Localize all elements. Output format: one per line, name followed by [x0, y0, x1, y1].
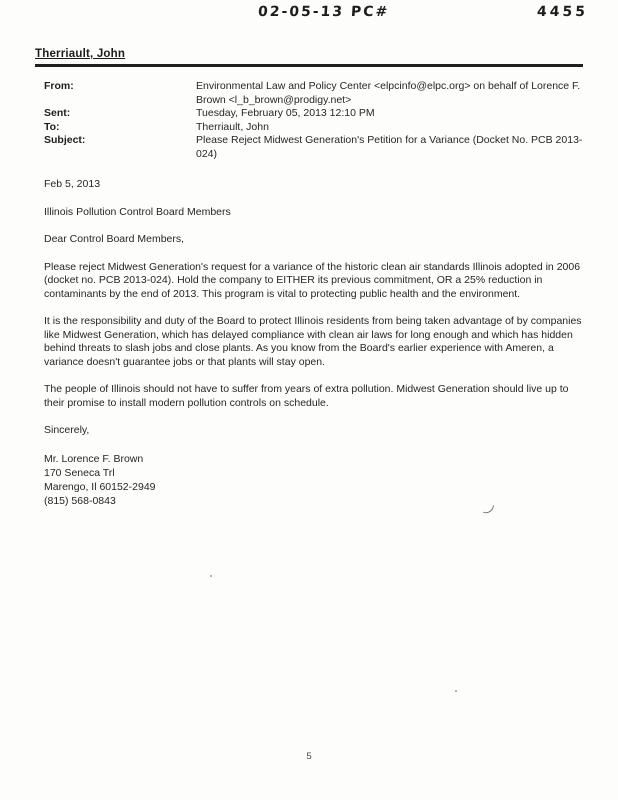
- body-paragraph-2: It is the responsibility and duty of the Board to protect Illinois residents from being taken advantage of by companies like Midwest Generation, which has delayed compliance with clean air laws for long enough and which has hidden behind threats to slash jobs and close plants. As you know from the Board's earlier experience with Ameren, a variance doesn't guarantee jobs or that plants will stay open.: [44, 315, 582, 368]
- email-body: [44, 178, 584, 508]
- pen-mark: [483, 503, 494, 515]
- document-number-stamp: 4455: [536, 4, 589, 20]
- scan-speck: [455, 690, 457, 692]
- body-date: Feb 5, 2013: [44, 178, 101, 190]
- from-label: From:: [44, 80, 74, 92]
- body-paragraph-3: The people of Illinois should not have to suffer from years of extra pollution. Midwest Generation should live up to their promise to install modern pollution controls on schedule.: [44, 383, 569, 409]
- signature-address-line1: 170 Seneca Trl: [44, 466, 115, 479]
- header-row-subject: [44, 134, 584, 161]
- signature-name: Mr. Lorence F. Brown: [44, 452, 144, 465]
- subject-label: Subject:: [44, 134, 86, 146]
- top-stamp-row: [0, 4, 618, 24]
- body-paragraph-1: Please reject Midwest Generation's request for a variance of the historic clean air standards Illinois adopted in 2006 (docket no. PCB 2013-024). Hold the company to EITHER its previous commitment, OR a 25% reduction in contaminants by the end of 2013. This program is vital to protecting public health and the environment.: [44, 260, 581, 300]
- to-value: Therriault, John: [196, 120, 269, 133]
- signature-block: [44, 452, 584, 508]
- scan-speck: [210, 575, 212, 577]
- page-number: 5: [306, 751, 312, 762]
- signature-address-line2: Marengo, Il 60152-2949: [44, 480, 156, 493]
- subject-value: Please Reject Midwest Generation's Petition for a Variance (Docket No. PCB 2013-024): [196, 134, 583, 160]
- date-pc-stamp: 02-05-13 PC#: [257, 4, 390, 20]
- body-addressee: Illinois Pollution Control Board Members: [44, 205, 231, 218]
- body-closing: Sincerely,: [44, 424, 90, 436]
- sent-label: Sent:: [44, 107, 71, 119]
- sent-value: Tuesday, February 05, 2013 12:10 PM: [196, 107, 375, 119]
- email-header-block: [44, 80, 584, 161]
- to-label: To:: [44, 120, 60, 133]
- header-row-sent: [44, 107, 584, 121]
- signature-phone: (815) 568-0843: [44, 494, 116, 507]
- header-row-to: [44, 121, 584, 135]
- header-divider: [35, 64, 583, 67]
- header-row-from: [44, 80, 584, 107]
- body-salutation: Dear Control Board Members,: [44, 233, 185, 245]
- recipient-name: Therriault, John: [35, 48, 126, 60]
- from-value: Environmental Law and Policy Center <elpcinfo@elpc.org> on behalf of Lorence F. Brown <l_b_brown@prodigy.net>: [196, 80, 581, 106]
